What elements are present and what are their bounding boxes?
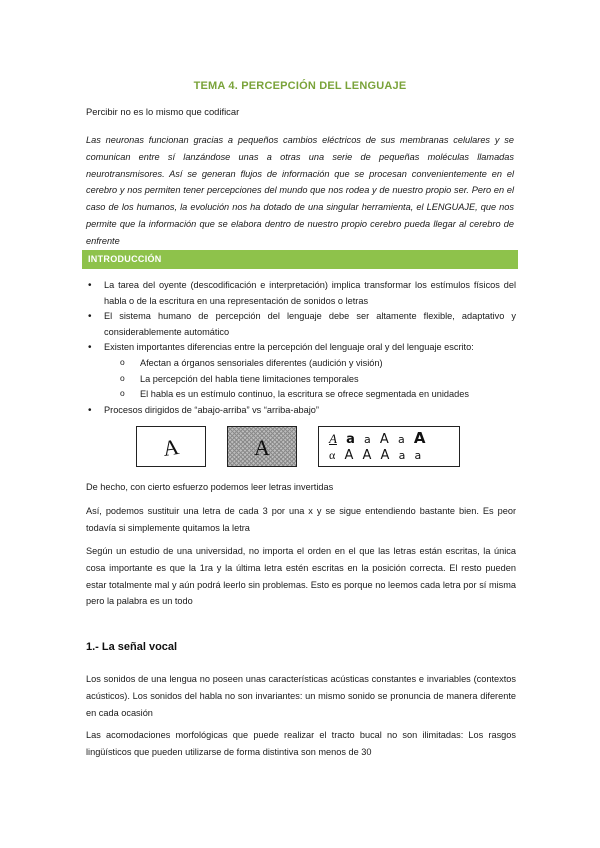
bullet-item: • El sistema humano de percepción del lenguaje debe ser altamente flexible, adaptativo y considerablemente automático <box>86 309 516 340</box>
section-header-introduccion <box>82 250 518 269</box>
paragraph: De hecho, con cierto esfuerzo podemos leer letras invertidas <box>86 482 334 492</box>
subtitle: Percibir no es lo mismo que codificar <box>86 106 240 117</box>
section-heading: 1.- La señal vocal <box>86 641 178 653</box>
bullet-item: • Existen importantes diferencias entre la percepción del lenguaje oral y del lenguaje escrito: o Afectan a órganos sensoriales diferentes (audición y visión) o La percepción del habla tiene limitaciones temporales o El habla es un estímulo continuo, la escritura se ofrece segmentada en unidades <box>86 340 516 402</box>
glyph: A <box>380 448 390 463</box>
paragraph: Los sonidos de una lengua no poseen unas características acústicas constantes e invariables (contextos acústicos). Los sonidos del habla no son invariantes: un mismo sonido se pronuncia de manera diferente en cada ocasión <box>86 674 516 718</box>
glyph: A <box>344 448 354 463</box>
figure-letter: A <box>161 434 181 461</box>
sub-bullet-item: o El habla es un estímulo continuo, la escritura se ofrece segmentada en unidades <box>104 387 516 403</box>
glyph: A <box>362 448 372 463</box>
glyph: A <box>329 431 337 446</box>
figure-letter-variants <box>318 426 460 467</box>
paragraph: Las acomodaciones morfológicas que puede realizar el tracto bucal no son ilimitadas: Los rasgos lingüísticos que pueden utilizarse de forma distintiva son menos de 30 <box>86 730 516 757</box>
figure-letter-noise <box>227 426 297 467</box>
paragraph: Así, podemos sustituir una letra de cada 3 por una x y se sigue entendiendo bastante bien. Es peor todavía si simplemente quitamos la letra <box>86 506 516 533</box>
sub-bullet-list <box>104 356 516 403</box>
section-header-label: INTRODUCCIÓN <box>88 254 162 264</box>
intro-paragraph: Las neuronas funcionan gracias a pequeños cambios eléctricos de sus membranas celulares y se comunican entre sí lanzándose unas a otras una serie de pequeñas moléculas llamadas neurotransmisores. Así se generan flujos de información que se procesan convenientemente en el cerebro y nos permiten tener percepciones del mundo que nos rodea y de nuestro propio ser. Pero en el caso de los humanos, la evolución nos ha dotado de una singular herramienta, el LENGUAJE, que nos permite que la información que se elabora dentro de nuestro propio cerebro pueda llegar al cerebro de enfrente <box>86 135 514 246</box>
glyph: a <box>346 432 355 447</box>
bullet-list <box>86 278 516 418</box>
glyph-row-1 <box>329 430 429 448</box>
figure-letter-plain <box>136 426 206 467</box>
glyph-row-2 <box>329 447 426 464</box>
glyph: A <box>379 432 389 447</box>
glyph: A <box>413 429 425 447</box>
page-title: TEMA 4. PERCEPCIÓN DEL LENGUAJE <box>193 80 407 92</box>
glyph: a <box>397 433 405 446</box>
bullet-item: • Procesos dirigidos de “abajo-arriba” vs “arriba-abajo” <box>86 403 516 419</box>
sub-bullet-item: o Afectan a órganos sensoriales diferentes (audición y visión) <box>104 356 516 372</box>
bullet-item: • La tarea del oyente (descodificación e interpretación) implica transformar los estímulos físicos del habla o de la escritura en una representación de sonidos o letras <box>86 278 516 309</box>
glyph: α <box>329 448 336 462</box>
glyph: a <box>414 449 422 462</box>
glyph: a <box>398 449 406 462</box>
sub-bullet-item: o La percepción del habla tiene limitaciones temporales <box>104 372 516 388</box>
glyph: a <box>364 433 371 446</box>
figure-letter: A <box>254 435 270 460</box>
paragraph: Según un estudio de una universidad, no importa el orden en el que las letras están escritas, la única cosa importante es que la 1ra y la última letra estén escritas en la posición correcta. El resto pueden estar totalmente mal y aún podrá leerlo sin problemas. Esto es porque no leemos cada letra por sí misma pero la palabra es un todo <box>86 546 516 607</box>
